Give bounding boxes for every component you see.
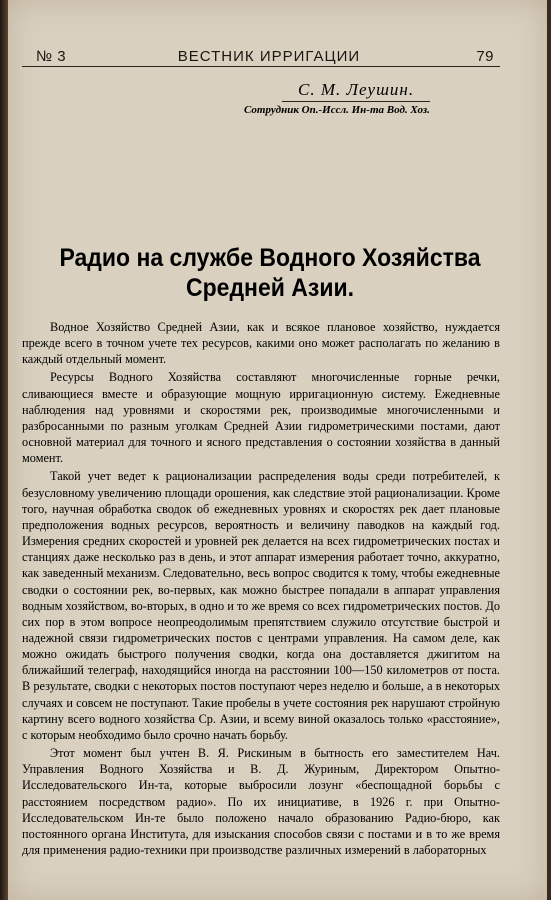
journal-title: ВЕСТНИК ИРРИГАЦИИ	[177, 48, 361, 65]
book-spine	[0, 0, 8, 900]
article-title-line-1: Радио на службе Водного Хозяйства	[59, 244, 481, 272]
issue-number: № 3	[36, 48, 67, 65]
page-number: 79	[476, 48, 494, 65]
paragraph: Водное Хозяйство Средней Азии, как и всякое плановое хозяйство, нуждается прежде всего в точном учете тех ресурсов, какими оно может располагать по желанию в каждый отдельный момент.	[22, 320, 500, 367]
paragraph: Такой учет ведет к рационализации распределения воды среди потребителей, к безусловному увеличению площади орошения, как следствие этой рационализации. Кроме того, научная обработка сводок об ежедневных уровнях и скоростях рек дает плановые предположения водных ресурсов, вероятность и величину паводков на каждый год. Измерения средних скоростей и уровней рек делается на всех гидрометрических постах и станциях даже несколько раз в день, и этот аппарат измерения работает точно, аккуратно, как заведенный механизм. Следовательно, весь вопрос сводится к тому, чтобы ежедневные сводки о состоянии рек, во-первых, как можно быстрее попадали в аппарат управления водным хозяйством, во-вторых, в одно и то же время со всех гидрометрических постов. До сих пор в этом вопросе неопреодолимым препятствием служило отсутствие быстрой и надежной связи гидрометрических постов с центрами управления. На самом деле, как можно ожидать быстрого получения сводки, когда она доставляется джигитом на ближайший телеграф, находящийся иногда на расстоянии 100—150 километров от поста. В результате, сводки с некоторых постов поступают через неделю и больше, а в некоторых случаях и совсем не поступают. Такие пробелы в учете состояния рек нарушают стройную картину всего водного хозяйства Ср. Азии, и всему виной оказалось только «расстояние», с которым необходимо было срочно начать борьбу.	[22, 469, 500, 742]
article-title	[40, 243, 500, 303]
author-underline	[282, 101, 430, 102]
author-affiliation: Сотрудник Оп.-Исcл. Ин-та Вод. Хоз.	[244, 104, 430, 116]
header-rule	[22, 66, 500, 67]
running-header	[30, 46, 508, 66]
paragraph: Ресурсы Водного Хозяйства составляют многочисленные горные речки, сливающиеся вместе и образующие мощную ирригационную систему. Ежедневные наблюдения над уровнями и скоростями рек, производимые многочисленными и разбросанными по разным уголкам Средней Азии гидрометрическими постами, дают основной материал для точного и ясного представления о состоянии хозяйства в данный момент.	[22, 370, 500, 466]
article-title-line-2: Средней Азии.	[186, 274, 354, 302]
author-name: С. М. Леушин.	[298, 80, 415, 99]
article-body	[22, 319, 500, 860]
paragraph: Этот момент был учтен В. Я. Рискиным в бытность его заместителем Нач. Управления Водного Хозяйства и В. Д. Журиным, Директором Опытно-Исследовательского Ин-та, которые выбросили лозунг «беспощадной борьбы с расстоянием посредством радио». По их инициативе, в 1926 г. при Опытно-Исследовательском Ин-те было положено начало образованию Радио-бюро, как постоянного органа Института, для изыскания способов связи с постами и в то же время для применения радио-техники при производстве различных измерений в лабораторных	[22, 746, 500, 857]
